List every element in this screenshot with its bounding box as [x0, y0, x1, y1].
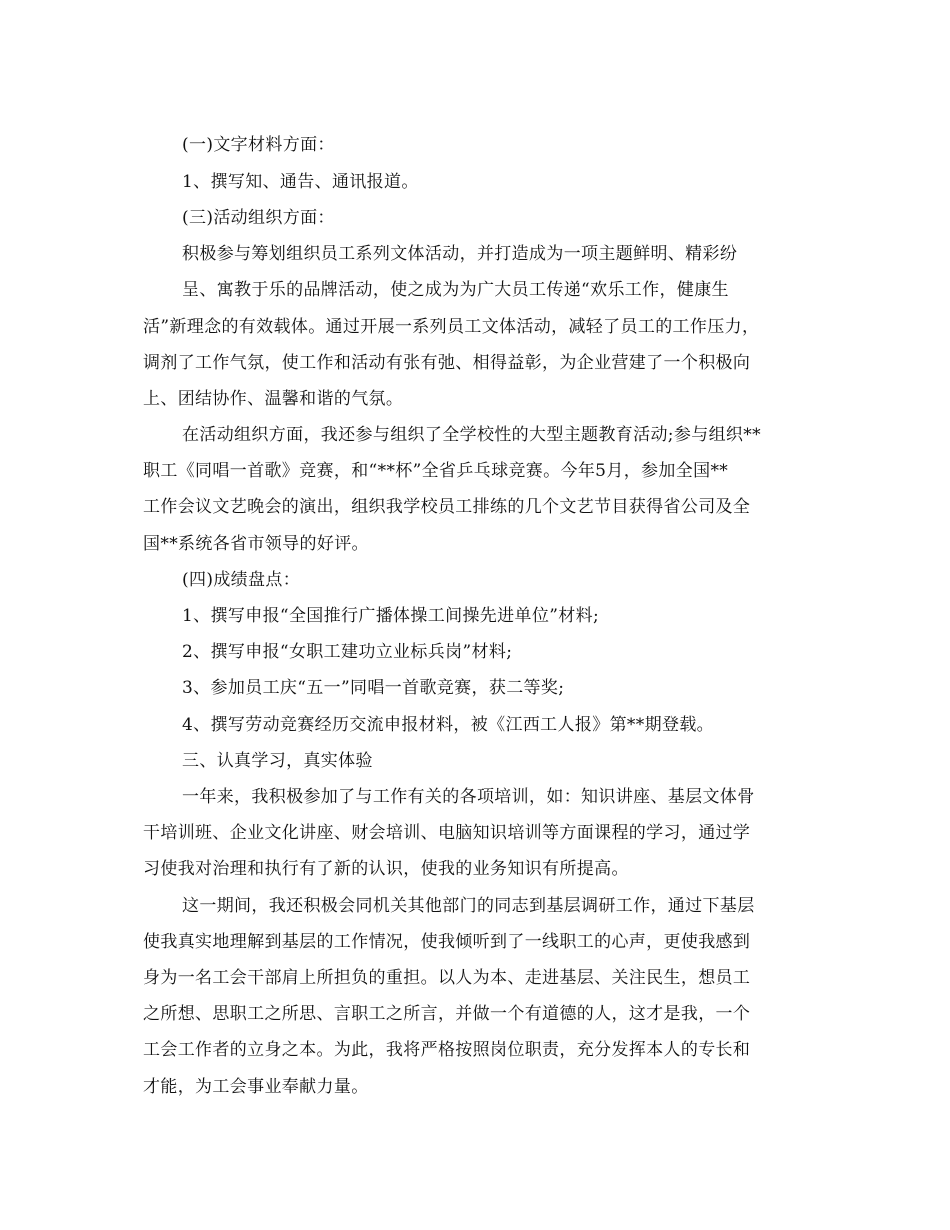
paragraph-line: 这一期间，我还积极会同机关其他部门的同志到基层调研工作，通过下基层	[182, 896, 755, 916]
paragraph-line: 才能，为工会事业奉献力量。	[143, 1077, 369, 1097]
paragraph-line: 呈、寓教于乐的品牌活动，使之成为为广大员工传递“欢乐工作，健康生	[182, 280, 729, 300]
list-item: 4、撰写劳动竞赛经历交流申报材料，被《江西工人报》第**期登载。	[182, 715, 715, 735]
paragraph-line: 国**系统各省市领导的好评。	[143, 534, 369, 554]
paragraph-line: 积极参与筹划组织员工系列文体活动，并打造成为一项主题鲜明、精彩纷	[182, 244, 738, 264]
paragraph-line: 在活动组织方面，我还参与组织了全学校性的大型主题教育活动;参与组织**	[182, 425, 761, 445]
list-item: 1、撰写申报“全国推行广播体操工间操先进单位”材料;	[182, 606, 600, 626]
paragraph-line: 活”新理念的有效载体。通过开展一系列员工文体活动，减轻了员工的工作压力，	[143, 317, 760, 337]
paragraph-line: 身为一名工会干部肩上所担负的重担。以人为本、走进基层、关注民生，想员工	[143, 968, 751, 988]
heading-text-materials: (一)文字材料方面：	[182, 135, 335, 155]
paragraph-line: 之所想、思职工之所思、言职工之所言，并做一个有道德的人，这才是我，一个	[143, 1004, 751, 1024]
paragraph-line: 职工《同唱一首歌》竞赛，和“**杯”全省乒乓球竞赛。今年5月，参加全国**	[143, 461, 729, 481]
paragraph-line: 调剂了工作气氛，使工作和活动有张有弛、相得益彰，为企业营建了一个积极向	[143, 353, 751, 373]
heading-achievements: (四)成绩盘点：	[182, 570, 301, 590]
paragraph-line: 1、撰写知、通告、通讯报道。	[182, 172, 419, 192]
paragraph-line: 工作会议文艺晚会的演出，组织我学校员工排练的几个文艺节目获得省公司及全	[143, 497, 751, 517]
paragraph-line: 使我真实地理解到基层的工作情况，使我倾听到了一线职工的心声，更使我感到	[143, 932, 751, 952]
paragraph-line: 上、团结协作、温馨和谐的气氛。	[143, 389, 404, 409]
paragraph-line: 一年来，我积极参加了与工作有关的各项培训，如：知识讲座、基层文体骨	[182, 787, 755, 807]
list-item: 3、参加员工庆“五一”同唱一首歌竞赛，获二等奖;	[182, 678, 565, 698]
paragraph-line: 干培训班、企业文化讲座、财会培训、电脑知识培训等方面课程的学习，通过学	[143, 823, 751, 843]
paragraph-line: 工会工作者的立身之本。为此，我将严格按照岗位职责，充分发挥本人的专长和	[143, 1040, 751, 1060]
heading-activity-organization: (三)活动组织方面：	[182, 208, 335, 228]
list-item: 2、撰写申报“女职工建功立业标兵岗”材料;	[182, 642, 513, 662]
paragraph-line: 习使我对治理和执行有了新的认识，使我的业务知识有所提高。	[143, 859, 629, 879]
section-heading-study: 三、认真学习，真实体验	[182, 751, 373, 771]
